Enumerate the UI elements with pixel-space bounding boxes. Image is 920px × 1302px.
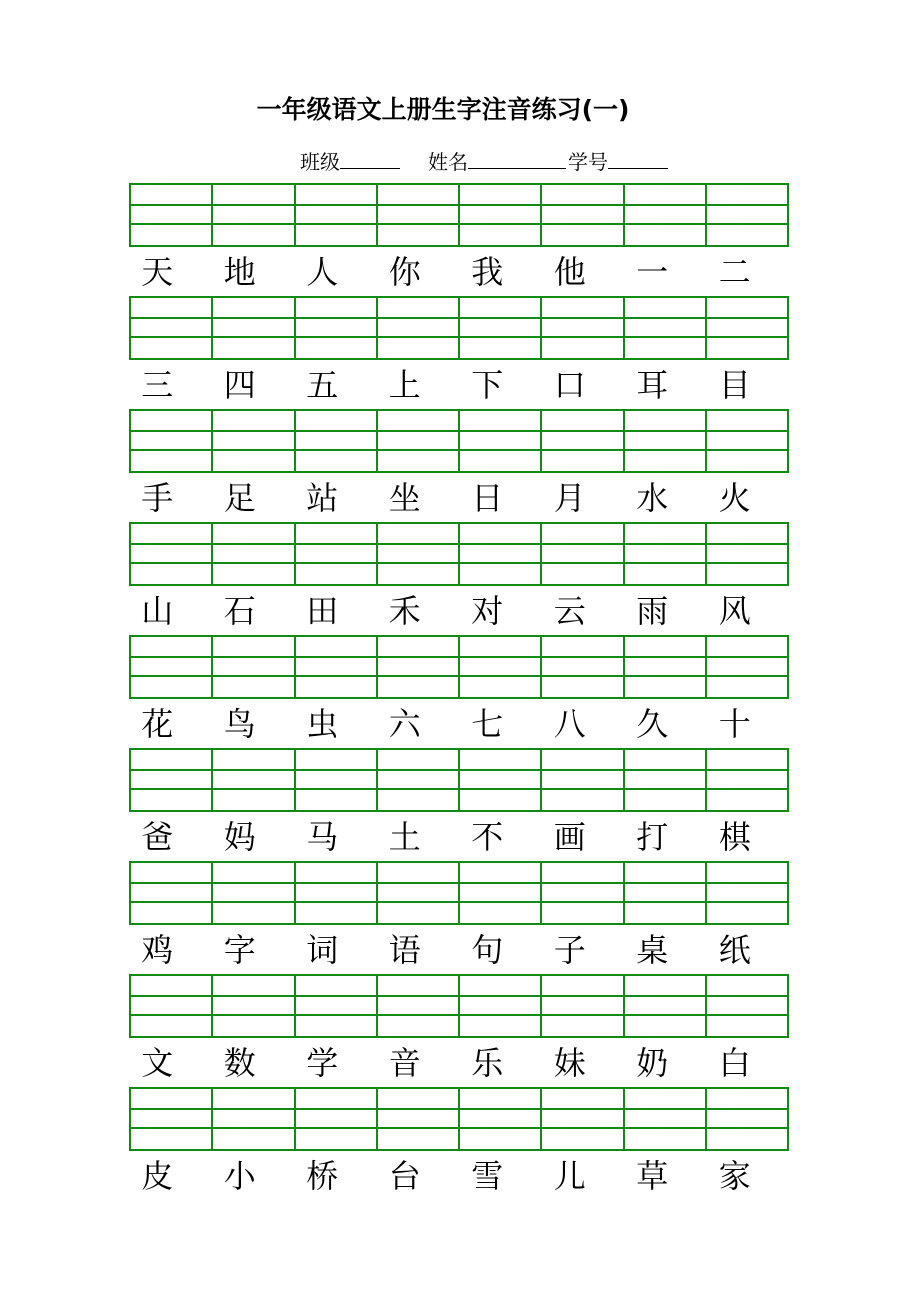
pinyin-cell[interactable] bbox=[542, 976, 624, 1036]
practice-row bbox=[0, 522, 920, 635]
character: 地 bbox=[223, 253, 256, 291]
pinyin-cell[interactable] bbox=[378, 185, 460, 245]
pinyin-cell[interactable] bbox=[378, 976, 460, 1036]
character: 人 bbox=[306, 253, 339, 291]
character: 打 bbox=[636, 818, 669, 856]
pinyin-cell[interactable] bbox=[296, 863, 378, 923]
practice-row bbox=[0, 635, 920, 748]
character: 二 bbox=[718, 253, 751, 291]
practice-row bbox=[0, 748, 920, 861]
character: 鸡 bbox=[141, 931, 174, 969]
pinyin-grid bbox=[129, 296, 789, 360]
name-blank[interactable] bbox=[468, 146, 566, 169]
pinyin-cell[interactable] bbox=[707, 863, 787, 923]
pinyin-cell[interactable] bbox=[378, 637, 460, 697]
number-blank[interactable] bbox=[608, 146, 668, 169]
pinyin-cell[interactable] bbox=[707, 298, 787, 358]
character: 土 bbox=[388, 818, 421, 856]
character: 久 bbox=[636, 705, 669, 743]
pinyin-cell[interactable] bbox=[707, 750, 787, 810]
character: 小 bbox=[223, 1157, 256, 1195]
character: 五 bbox=[306, 366, 339, 404]
character: 不 bbox=[471, 818, 504, 856]
pinyin-cell[interactable] bbox=[213, 863, 295, 923]
pinyin-cell[interactable] bbox=[213, 524, 295, 584]
pinyin-cell[interactable] bbox=[460, 637, 542, 697]
character: 足 bbox=[223, 479, 256, 517]
pinyin-cell[interactable] bbox=[213, 185, 295, 245]
character: 我 bbox=[471, 253, 504, 291]
pinyin-cell[interactable] bbox=[625, 750, 707, 810]
character: 山 bbox=[141, 592, 174, 630]
pinyin-grid bbox=[129, 1087, 789, 1151]
character: 音 bbox=[388, 1044, 421, 1082]
pinyin-cell[interactable] bbox=[296, 524, 378, 584]
pinyin-grid bbox=[129, 861, 789, 925]
character: 口 bbox=[553, 366, 586, 404]
pinyin-cell[interactable] bbox=[460, 1089, 542, 1149]
pinyin-cell[interactable] bbox=[625, 863, 707, 923]
practice-row bbox=[0, 183, 920, 296]
pinyin-cell[interactable] bbox=[213, 298, 295, 358]
character: 桌 bbox=[636, 931, 669, 969]
pinyin-cell[interactable] bbox=[296, 976, 378, 1036]
pinyin-grid bbox=[129, 522, 789, 586]
practice-row bbox=[0, 861, 920, 974]
character: 纸 bbox=[718, 931, 751, 969]
character: 你 bbox=[388, 253, 421, 291]
pinyin-cell[interactable] bbox=[460, 976, 542, 1036]
character: 火 bbox=[718, 479, 751, 517]
pinyin-cell[interactable] bbox=[213, 411, 295, 471]
practice-row bbox=[0, 1087, 920, 1200]
character: 一 bbox=[636, 253, 669, 291]
pinyin-cell[interactable] bbox=[131, 976, 213, 1036]
character: 词 bbox=[306, 931, 339, 969]
pinyin-cell[interactable] bbox=[460, 863, 542, 923]
pinyin-cell[interactable] bbox=[707, 185, 787, 245]
pinyin-cell[interactable] bbox=[625, 298, 707, 358]
character: 草 bbox=[636, 1157, 669, 1195]
pinyin-cell[interactable] bbox=[131, 298, 213, 358]
character: 六 bbox=[388, 705, 421, 743]
character: 四 bbox=[223, 366, 256, 404]
pinyin-cell[interactable] bbox=[542, 524, 624, 584]
pinyin-cell[interactable] bbox=[131, 750, 213, 810]
character: 七 bbox=[471, 705, 504, 743]
character: 十 bbox=[718, 705, 751, 743]
pinyin-cell[interactable] bbox=[707, 524, 787, 584]
pinyin-cell[interactable] bbox=[378, 411, 460, 471]
pinyin-cell[interactable] bbox=[707, 637, 787, 697]
pinyin-cell[interactable] bbox=[460, 185, 542, 245]
pinyin-cell[interactable] bbox=[542, 298, 624, 358]
practice-row bbox=[0, 974, 920, 1087]
character: 雨 bbox=[636, 592, 669, 630]
page-title: 一年级语文上册生字注音练习(一) bbox=[256, 95, 630, 124]
pinyin-cell[interactable] bbox=[296, 1089, 378, 1149]
character: 云 bbox=[553, 592, 586, 630]
practice-sheet bbox=[0, 183, 920, 1200]
pinyin-cell[interactable] bbox=[707, 411, 787, 471]
character: 水 bbox=[636, 479, 669, 517]
character: 鸟 bbox=[223, 705, 256, 743]
character: 妈 bbox=[223, 818, 256, 856]
pinyin-cell[interactable] bbox=[625, 637, 707, 697]
pinyin-cell[interactable] bbox=[131, 411, 213, 471]
character: 句 bbox=[471, 931, 504, 969]
pinyin-cell[interactable] bbox=[296, 298, 378, 358]
pinyin-cell[interactable] bbox=[625, 524, 707, 584]
practice-row bbox=[0, 409, 920, 522]
character: 虫 bbox=[306, 705, 339, 743]
number-label: 学号 bbox=[568, 150, 608, 174]
pinyin-cell[interactable] bbox=[460, 524, 542, 584]
pinyin-cell[interactable] bbox=[213, 750, 295, 810]
character: 天 bbox=[141, 253, 174, 291]
character: 白 bbox=[718, 1044, 751, 1082]
character: 他 bbox=[553, 253, 586, 291]
character: 石 bbox=[223, 592, 256, 630]
character: 儿 bbox=[553, 1157, 586, 1195]
character-row bbox=[116, 364, 776, 406]
pinyin-cell[interactable] bbox=[378, 298, 460, 358]
pinyin-cell[interactable] bbox=[460, 411, 542, 471]
pinyin-grid bbox=[129, 183, 789, 247]
character: 禾 bbox=[388, 592, 421, 630]
pinyin-grid bbox=[129, 409, 789, 473]
character: 奶 bbox=[636, 1044, 669, 1082]
character: 坐 bbox=[388, 479, 421, 517]
pinyin-cell[interactable] bbox=[378, 524, 460, 584]
character: 手 bbox=[141, 479, 174, 517]
pinyin-cell[interactable] bbox=[625, 411, 707, 471]
character: 乐 bbox=[471, 1044, 504, 1082]
name-label: 姓名 bbox=[428, 150, 468, 174]
pinyin-cell[interactable] bbox=[131, 637, 213, 697]
pinyin-cell[interactable] bbox=[542, 411, 624, 471]
pinyin-cell[interactable] bbox=[131, 863, 213, 923]
character: 八 bbox=[553, 705, 586, 743]
character: 语 bbox=[388, 931, 421, 969]
class-blank[interactable] bbox=[340, 146, 400, 169]
pinyin-cell[interactable] bbox=[542, 185, 624, 245]
character: 田 bbox=[306, 592, 339, 630]
pinyin-cell[interactable] bbox=[296, 750, 378, 810]
character: 爸 bbox=[141, 818, 174, 856]
class-label: 班级 bbox=[300, 150, 340, 174]
character-row bbox=[116, 703, 776, 745]
character: 字 bbox=[223, 931, 256, 969]
character: 花 bbox=[141, 705, 174, 743]
character-row bbox=[116, 1042, 776, 1084]
character: 风 bbox=[718, 592, 751, 630]
practice-row bbox=[0, 296, 920, 409]
pinyin-cell[interactable] bbox=[296, 637, 378, 697]
pinyin-cell[interactable] bbox=[542, 1089, 624, 1149]
character: 目 bbox=[718, 366, 751, 404]
pinyin-cell[interactable] bbox=[460, 750, 542, 810]
character: 台 bbox=[388, 1157, 421, 1195]
pinyin-cell[interactable] bbox=[296, 185, 378, 245]
character: 桥 bbox=[306, 1157, 339, 1195]
pinyin-cell[interactable] bbox=[542, 750, 624, 810]
pinyin-cell[interactable] bbox=[131, 524, 213, 584]
pinyin-cell[interactable] bbox=[625, 976, 707, 1036]
character: 画 bbox=[553, 818, 586, 856]
character: 日 bbox=[471, 479, 504, 517]
pinyin-cell[interactable] bbox=[625, 185, 707, 245]
pinyin-grid bbox=[129, 748, 789, 812]
pinyin-cell[interactable] bbox=[296, 411, 378, 471]
character: 站 bbox=[306, 479, 339, 517]
pinyin-cell[interactable] bbox=[542, 863, 624, 923]
character: 下 bbox=[471, 366, 504, 404]
character-row bbox=[116, 816, 776, 858]
character: 雪 bbox=[471, 1157, 504, 1195]
character: 妹 bbox=[553, 1044, 586, 1082]
character-row bbox=[116, 1155, 776, 1197]
pinyin-cell[interactable] bbox=[707, 976, 787, 1036]
pinyin-cell[interactable] bbox=[213, 1089, 295, 1149]
character: 家 bbox=[718, 1157, 751, 1195]
pinyin-cell[interactable] bbox=[378, 750, 460, 810]
student-info-line bbox=[300, 146, 670, 176]
pinyin-cell[interactable] bbox=[213, 637, 295, 697]
character: 耳 bbox=[636, 366, 669, 404]
pinyin-cell[interactable] bbox=[131, 185, 213, 245]
character-row bbox=[116, 929, 776, 971]
character: 数 bbox=[223, 1044, 256, 1082]
pinyin-grid bbox=[129, 974, 789, 1038]
character: 子 bbox=[553, 931, 586, 969]
pinyin-cell[interactable] bbox=[707, 1089, 787, 1149]
character: 对 bbox=[471, 592, 504, 630]
pinyin-cell[interactable] bbox=[213, 976, 295, 1036]
character-row bbox=[116, 590, 776, 632]
character: 皮 bbox=[141, 1157, 174, 1195]
character: 学 bbox=[306, 1044, 339, 1082]
character: 棋 bbox=[718, 818, 751, 856]
pinyin-grid bbox=[129, 635, 789, 699]
pinyin-cell[interactable] bbox=[625, 1089, 707, 1149]
pinyin-cell[interactable] bbox=[378, 863, 460, 923]
character-row bbox=[116, 477, 776, 519]
pinyin-cell[interactable] bbox=[378, 1089, 460, 1149]
character: 三 bbox=[141, 366, 174, 404]
character-row bbox=[116, 251, 776, 293]
character: 文 bbox=[141, 1044, 174, 1082]
pinyin-cell[interactable] bbox=[131, 1089, 213, 1149]
character: 上 bbox=[388, 366, 421, 404]
pinyin-cell[interactable] bbox=[460, 298, 542, 358]
character: 马 bbox=[306, 818, 339, 856]
pinyin-cell[interactable] bbox=[542, 637, 624, 697]
character: 月 bbox=[553, 479, 586, 517]
